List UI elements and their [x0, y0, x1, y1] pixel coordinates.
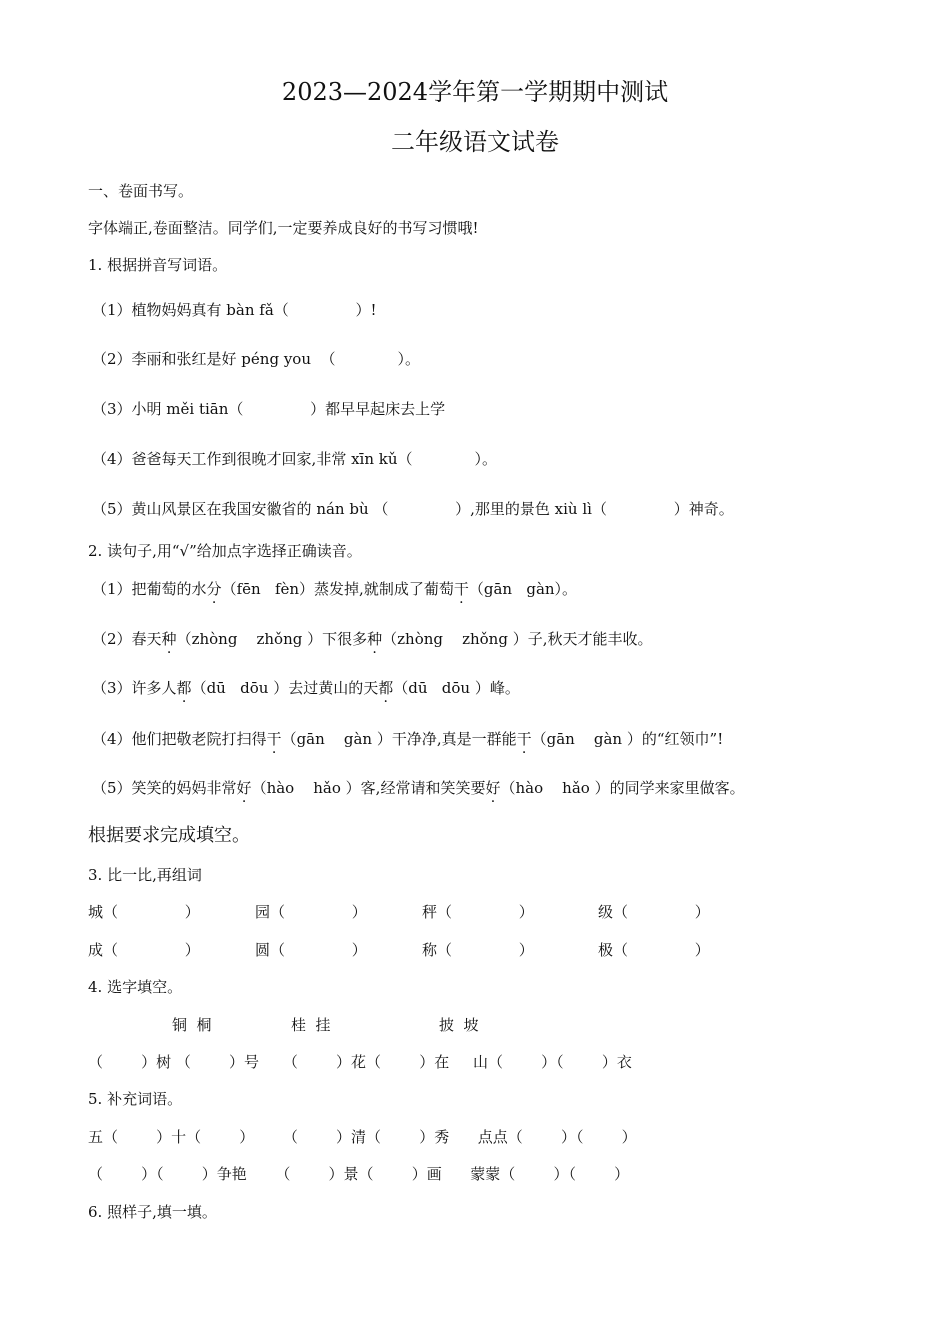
section-1-text: 字体端正,卷面整洁。同学们,一定要养成良好的书写习惯哦!	[88, 219, 479, 237]
q5-heading: 5. 补充词语。	[88, 1090, 183, 1108]
q2-heading: 2. 读句子,用“√”给加点字选择正确读音。	[88, 542, 362, 560]
q5-line-1: 五（ ）十（ ） （ ）清（ ）秀 点点（ ）（ ）	[88, 1128, 637, 1146]
q2-item-3: （3）许多人都（dū dōu ）去过黄山的天都（dū dōu ）峰。	[92, 679, 520, 697]
section-1-heading: 一、卷面书写。	[88, 182, 194, 200]
dotted-char: 都	[176, 679, 192, 697]
q3-cell: 园（ ）	[255, 903, 367, 921]
q6-heading: 6. 照样子,填一填。	[88, 1203, 217, 1221]
q1-item-3: （3）小明 měi tiān（ ）都早早起床去上学	[92, 400, 446, 418]
q1-heading: 1. 根据拼音写词语。	[88, 256, 228, 274]
q2-item-5: （5）笑笑的妈妈非常好（hào hǎo ）客,经常请和笑笑要好（hào hǎo ）的同学来家里做客。	[92, 779, 745, 797]
q3-cell: 级（ ）	[598, 903, 710, 921]
q2-item-1: （1）把葡萄的水分（fēn fèn）蒸发掉,就制成了葡萄干（gān gàn）。	[92, 580, 578, 598]
dotted-char: 干	[453, 580, 469, 598]
dotted-char: 好	[236, 779, 252, 797]
q4-choice: 铜 桐	[172, 1016, 212, 1034]
dotted-char: 种	[367, 630, 383, 648]
dotted-char: 都	[378, 679, 394, 697]
q4-heading: 4. 选字填空。	[88, 978, 183, 996]
q1-item-5: （5）黄山风景区在我国安徽省的 nán bù （ ）,那里的景色 xiù lì（ ）神奇。	[92, 500, 734, 518]
section-2-heading: 根据要求完成填空。	[88, 825, 250, 846]
q3-cell: 圆（ ）	[255, 941, 367, 959]
q4-fill-line: （ ）树 （ ）号 （ ）花（ ）在 山（ ）（ ）衣	[88, 1053, 632, 1071]
q3-cell: 称（ ）	[422, 941, 534, 959]
q1-item-4: （4）爸爸每天工作到很晚才回家,非常 xīn kǔ（ ）。	[92, 450, 498, 468]
dotted-char: 好	[485, 779, 501, 797]
q4-choice: 桂 挂	[291, 1016, 331, 1034]
q2-item-2: （2）春天种（zhòng zhǒng ）下很多种（zhòng zhǒng ）子,秋天才能丰收。	[92, 630, 653, 648]
q3-cell: 秤（ ）	[422, 903, 534, 921]
q5-line-2: （ ）（ ）争艳 （ ）景（ ）画 蒙蒙（ ）（ ）	[88, 1165, 630, 1183]
exam-title: 2023—2024学年第一学期期中测试	[281, 78, 669, 106]
q3-heading: 3. 比一比,再组词	[88, 866, 202, 884]
dotted-char: 分	[206, 580, 222, 598]
q3-cell: 成（ ）	[88, 941, 200, 959]
q3-cell: 城（ ）	[88, 903, 200, 921]
q1-item-2: （2）李丽和张红是好 péng you （ ）。	[92, 350, 421, 368]
q1-item-1: （1）植物妈妈真有 bàn fǎ（ ）!	[92, 301, 377, 319]
q3-cell: 极（ ）	[598, 941, 710, 959]
dotted-char: 种	[161, 630, 177, 648]
q2-item-4: （4）他们把敬老院打扫得干（gān gàn ）干净净,真是一群能干（gān gàn ）的“红领巾”!	[92, 730, 724, 748]
dotted-char: 干	[516, 730, 532, 748]
exam-subtitle: 二年级语文试卷	[391, 128, 559, 156]
dotted-char: 干	[266, 730, 282, 748]
q4-choice: 披 坡	[439, 1016, 479, 1034]
